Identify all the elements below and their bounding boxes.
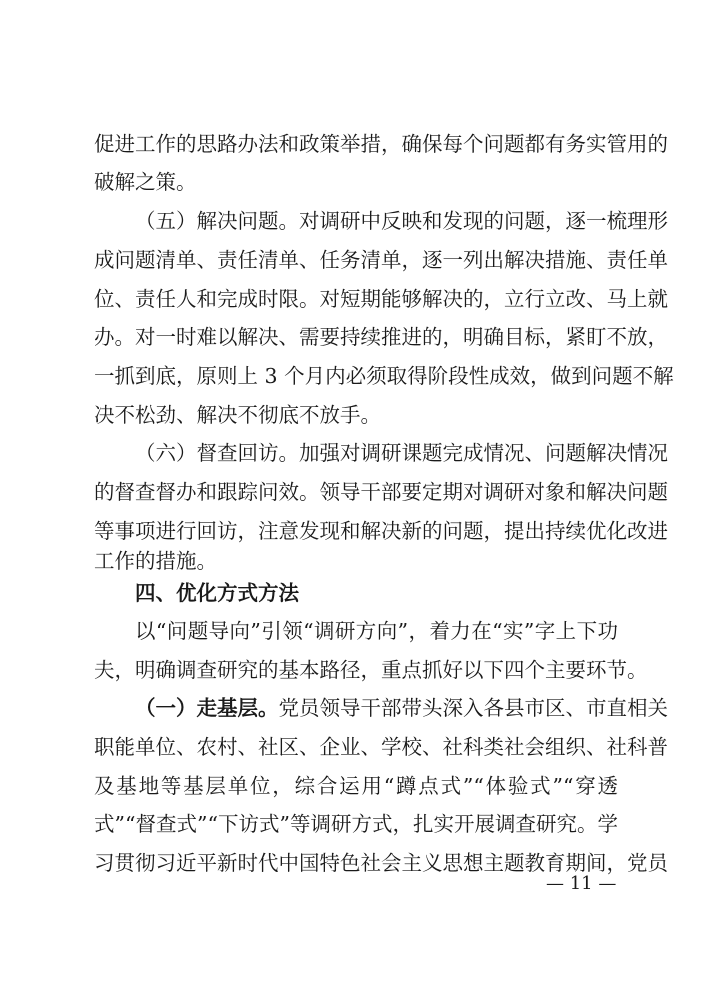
section-heading: 四、优化方式方法 xyxy=(135,581,299,605)
text-line: 式”“督查式”“下访式”等调研方式，扎实开展调查研究。学 xyxy=(94,812,618,836)
paragraph-first-line xyxy=(135,206,668,236)
text-line: 党员领导干部带头深入各县市区、市直相关 xyxy=(278,696,668,720)
text-line: 成问题清单、责任清单、任务清单，逐一列出解决措施、责任单 xyxy=(94,248,668,272)
text-line: 习贯彻习近平新时代中国特色社会主义思想主题教育期间，党员 xyxy=(94,851,668,875)
paragraph-first-line xyxy=(135,693,668,723)
text-line: 夫，明确调查研究的基本路径，重点抓好以下四个主要环节。 xyxy=(94,658,648,682)
paragraph-first-line xyxy=(135,438,668,468)
text-line: 破解之策。 xyxy=(94,170,197,194)
text-line: 职能单位、农村、社区、企业、学校、社科类社会组织、社科普 xyxy=(94,735,668,759)
text-line: 促进工作的思路办法和政策举措，确保每个问题都有务实管用的 xyxy=(94,132,668,156)
text-line: 及基地等基层单位，综合运用“蹲点式”“体验式”“穿透 xyxy=(94,774,618,798)
paragraph-lead: （一）走基层。 xyxy=(135,696,279,720)
text-line: 对调研中反映和发现的问题，逐一梳理形 xyxy=(299,209,668,233)
text-line: 位、责任人和完成时限。对短期能够解决的，立行立改、马上就 xyxy=(94,287,668,311)
text-line: 一抓到底，原则上 3 个月内必须取得阶段性成效，做到问题不解 xyxy=(94,364,674,388)
paragraph-lead: （六）督查回访。 xyxy=(135,441,299,465)
text-line: 以“问题导向”引领“调研方向”，着力在“实”字上下功 xyxy=(135,619,618,643)
text-line: 加强对调研课题完成情况、问题解决情况 xyxy=(299,441,668,465)
text-line: 的督查督办和跟踪问效。领导干部要定期对调研对象和解决问题 xyxy=(94,480,668,504)
page-number: — 11 — xyxy=(546,873,617,894)
text-line: 等事项进行回访，注意发现和解决新的问题，提出持续优化改进 xyxy=(94,519,668,543)
text-line: 办。对一时难以解决、需要持续推进的，明确目标，紧盯不放， xyxy=(94,325,668,349)
text-line: 决不松劲、解决不彻底不放手。 xyxy=(94,403,381,427)
text-line: 工作的措施。 xyxy=(94,549,217,573)
paragraph-lead: （五）解决问题。 xyxy=(135,209,299,233)
